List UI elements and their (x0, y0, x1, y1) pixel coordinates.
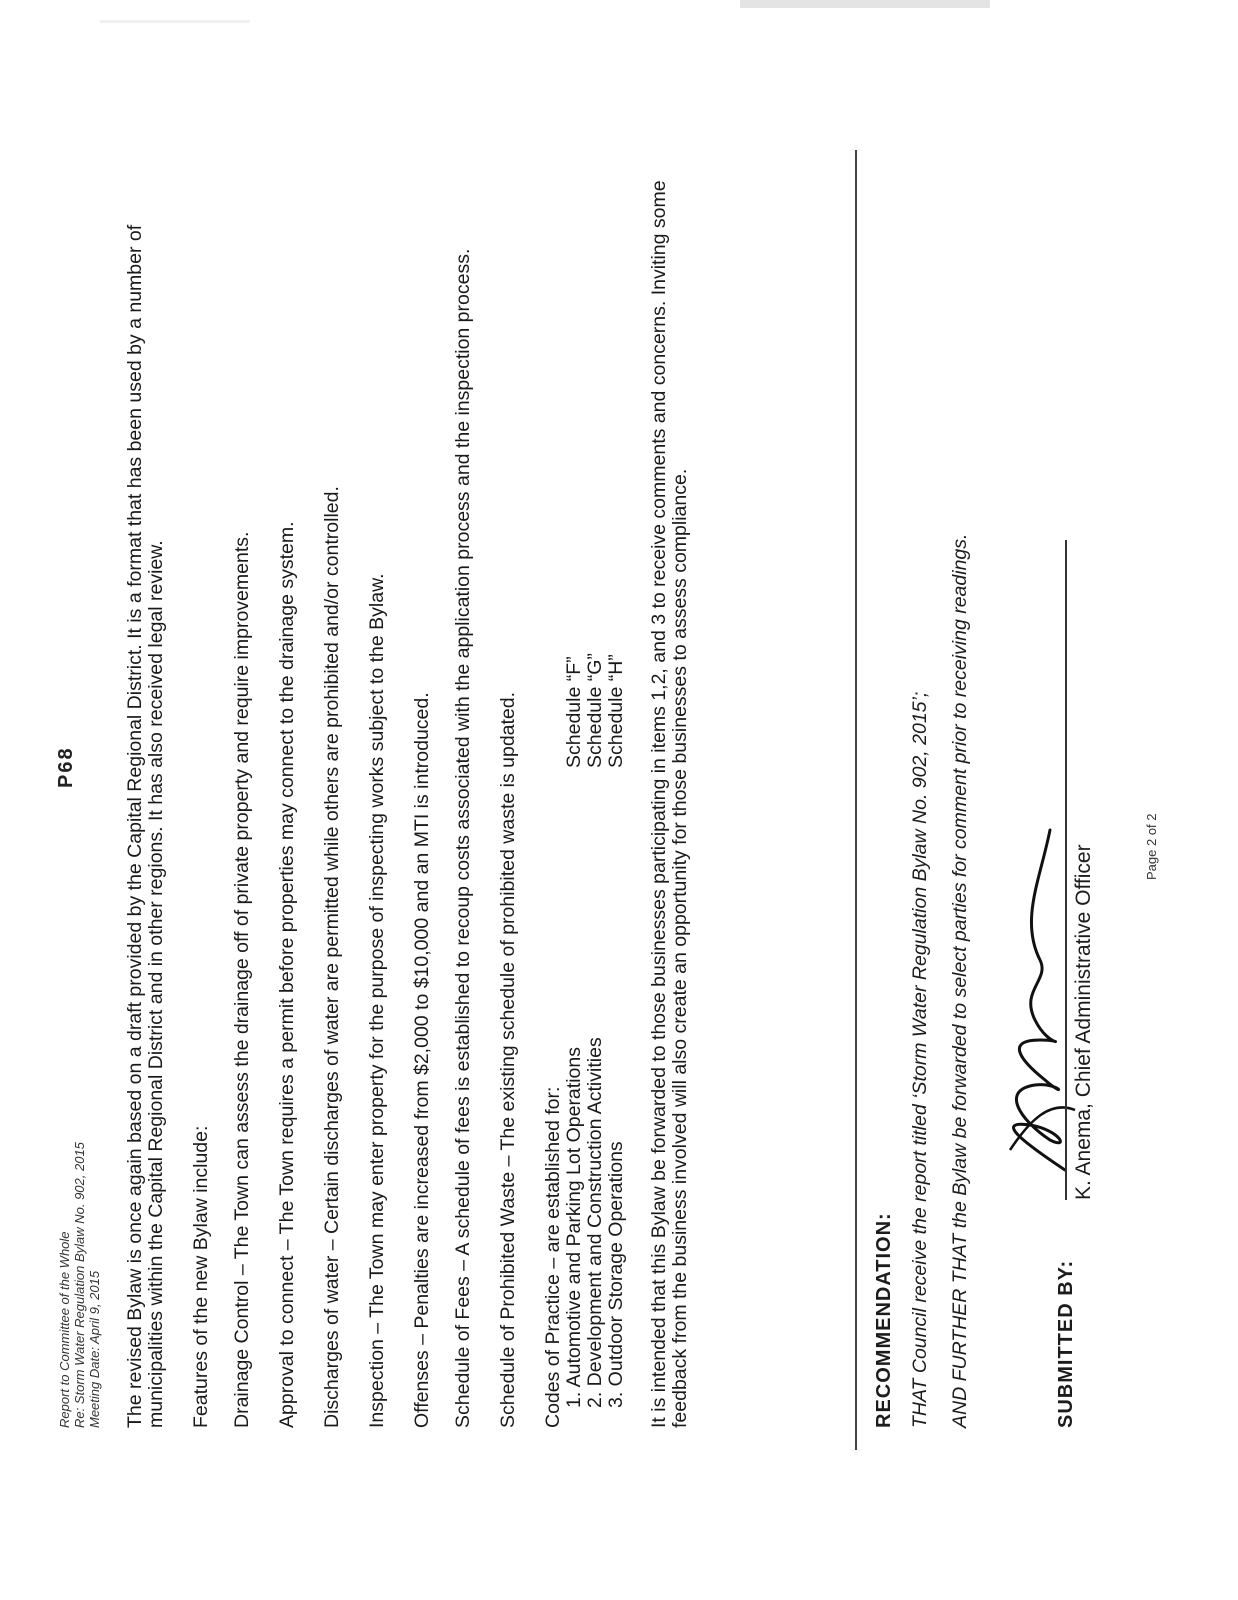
header-line-meeting-date: Meeting Date: April 9, 2015 (87, 1270, 102, 1428)
features-intro: Features of the new Bylaw include: (190, 1125, 212, 1428)
recommendation-heading: RECOMMENDATION: (873, 1212, 895, 1428)
code-label: 1. Automotive and Parking Lot Operations (563, 1047, 585, 1408)
code-label: 3. Outdoor Storage Operations (605, 1141, 627, 1408)
report-header (57, 1142, 102, 1428)
page-code: P68 (55, 746, 77, 788)
feature-schedule-of-fees: Schedule of Fees – A schedule of fees is established to recoup costs associated with the application process and the inspection process. (452, 248, 474, 1428)
feature-offenses: Offenses – Penalties are increased from $2,000 to $10,000 and an MTI is introduced. (411, 692, 433, 1428)
feature-drainage-control: Drainage Control – The Town can assess the drainage off of private property and require improvements. (231, 531, 253, 1428)
submitted-by-label: SUBMITTED BY: (1055, 1259, 1077, 1428)
page-number: Page 2 of 2 (1144, 813, 1159, 880)
code-schedule: Schedule “F” (563, 656, 585, 768)
closing-paragraph: It is intended that this Bylaw be forwarded to those businesses participating in items 1,2, and 3 to receive comments and concerns. Inviting some feedback from the business involved will also create an opportunity for those businesses to assess compliance. (648, 180, 691, 1428)
signer-name: K. Anema, Chief Administrative Officer (1072, 844, 1095, 1200)
header-line-report: Report to Committee of the Whole (57, 1231, 72, 1428)
list-item (585, 138, 606, 1428)
recommendation-line-1: THAT Council receive the report titled ‘Storm Water Regulation Bylaw No. 902, 2015’; (909, 691, 931, 1428)
feature-inspection: Inspection – The Town may enter property for the purpose of inspecting works subject to the Bylaw. (366, 573, 388, 1428)
feature-discharges: Discharges of water – Certain discharges of water are permitted while others are prohibited and/or controlled. (321, 486, 343, 1428)
code-schedule: Schedule “H” (605, 654, 627, 768)
section-divider (855, 150, 857, 1450)
codes-of-practice (543, 138, 627, 1428)
codes-intro: Codes of Practice – are established for: (542, 1086, 564, 1428)
report-body (125, 138, 715, 1428)
list-item (606, 138, 627, 1428)
feature-prohibited-waste: Schedule of Prohibited Waste – The existing schedule of prohibited waste is updated. (497, 691, 519, 1428)
feature-approval-to-connect: Approval to connect – The Town requires a permit before properties may connect to the drainage system. (276, 521, 298, 1428)
intro-paragraph: The revised Bylaw is once again based on a draft provided by the Capital Regional District. It is a format that has been used by a number of municipalities within the Capital Regional District and in other regions. It has also received legal review. (124, 224, 167, 1428)
code-label: 2. Development and Construction Activities (584, 1037, 606, 1408)
list-item (564, 138, 585, 1428)
code-schedule: Schedule “G” (584, 653, 606, 768)
signature-line (1065, 540, 1067, 1200)
header-line-subject: Re: Storm Water Regulation Bylaw No. 902, 2015 (72, 1142, 87, 1428)
recommendation-line-2: AND FURTHER THAT the Bylaw be forwarded to select parties for comment prior to receiving readings. (949, 533, 971, 1428)
